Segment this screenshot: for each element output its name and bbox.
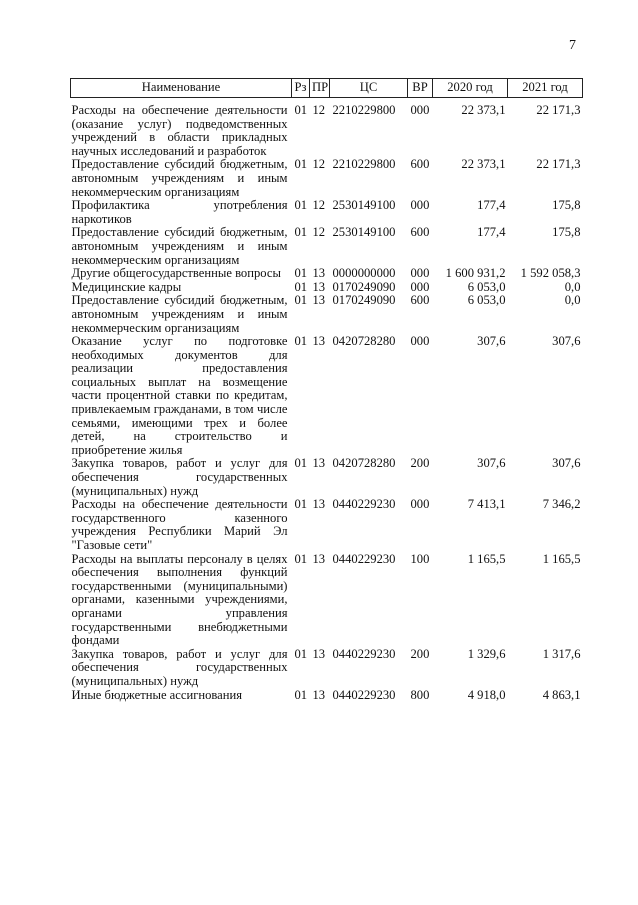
- table-row: [71, 226, 583, 267]
- row-vr: 600: [410, 225, 430, 240]
- row-pr: 13: [312, 334, 326, 349]
- row-value-2021: 0,0: [564, 293, 581, 308]
- row-name: Иные бюджетные ассигнования: [71, 687, 243, 702]
- row-name: Закупка товаров, работ и услуг для обеспечения государственных (муниципальных) нужд: [71, 456, 288, 498]
- page-number: 7: [569, 38, 576, 53]
- row-value-2020: 7 413,1: [467, 497, 506, 512]
- table-row: [71, 457, 583, 498]
- row-name: Профилактика употребления наркотиков: [71, 198, 288, 226]
- row-vr: 000: [410, 103, 430, 117]
- row-cs: 2530149100: [332, 198, 396, 213]
- row-pr: 13: [312, 456, 326, 471]
- row-pr: 12: [312, 103, 326, 117]
- table-row: [71, 158, 583, 199]
- row-pr: 13: [312, 687, 326, 702]
- row-value-2020: 22 373,1: [461, 157, 506, 172]
- row-name: Другие общегосударственные вопросы: [71, 266, 281, 281]
- table-row: [71, 294, 583, 335]
- row-vr: 000: [410, 266, 430, 281]
- row-rz: 01: [294, 103, 308, 117]
- row-name: Оказание услуг по подготовке необходимых документов для реализации предоставления социальных выплат на возмещение части процентной ставки по кредитам, привлекаемым гражданами, в том числе семьями, имеющими трех и более детей, на строительство и приобретение жилья: [71, 334, 288, 457]
- row-vr: 200: [410, 646, 430, 661]
- row-vr: 000: [410, 279, 430, 294]
- header-year-2021: 2021 год: [508, 79, 583, 98]
- row-value-2021: 307,6: [552, 456, 581, 471]
- row-cs: 2530149100: [332, 225, 396, 240]
- row-pr: 12: [312, 198, 326, 213]
- row-rz: 01: [294, 456, 308, 471]
- row-pr: 13: [312, 497, 326, 512]
- table-row: [71, 335, 583, 457]
- row-value-2020: 1 165,5: [467, 551, 506, 566]
- row-cs: 0440229230: [332, 687, 396, 702]
- row-rz: 01: [294, 293, 308, 308]
- row-vr: 200: [410, 456, 430, 471]
- row-value-2021: 0,0: [564, 279, 581, 294]
- row-value-2021: 175,8: [552, 198, 581, 213]
- row-value-2021: 175,8: [552, 225, 581, 240]
- table-row: [71, 199, 583, 226]
- row-cs: 2210229800: [332, 103, 396, 117]
- header-vr: ВР: [408, 79, 433, 98]
- row-value-2020: 1 600 931,2: [445, 266, 506, 281]
- row-vr: 000: [410, 198, 430, 213]
- row-cs: 0420728280: [332, 456, 396, 471]
- table-row: [71, 104, 583, 158]
- row-pr: 12: [312, 225, 326, 240]
- row-rz: 01: [294, 266, 308, 281]
- row-rz: 01: [294, 646, 308, 661]
- row-value-2021: 7 346,2: [542, 497, 581, 512]
- header-name: Наименование: [71, 79, 292, 98]
- row-value-2020: 6 053,0: [467, 293, 506, 308]
- table-row: [71, 498, 583, 552]
- budget-table: [70, 78, 583, 702]
- row-name: Закупка товаров, работ и услуг для обеспечения государственных (муниципальных) нужд: [71, 646, 288, 688]
- header-pr: ПР: [310, 79, 330, 98]
- row-name: Медицинские кадры: [71, 279, 182, 294]
- row-name: Предоставление субсидий бюджетным, автономным учреждениям и иным некоммерческим организациям: [71, 293, 288, 335]
- row-value-2020: 4 918,0: [467, 687, 506, 702]
- table-row: [71, 689, 583, 703]
- header-rz: Рз: [292, 79, 310, 98]
- row-cs: 0440229230: [332, 497, 396, 512]
- row-rz: 01: [294, 497, 308, 512]
- row-pr: 12: [312, 157, 326, 172]
- row-cs: 0170249090: [332, 293, 396, 308]
- row-value-2021: 1 317,6: [542, 646, 581, 661]
- row-value-2020: 177,4: [477, 225, 506, 240]
- header-year-2020: 2020 год: [433, 79, 508, 98]
- header-cs: ЦС: [330, 79, 408, 98]
- row-value-2020: 6 053,0: [467, 279, 506, 294]
- row-rz: 01: [294, 687, 308, 702]
- row-name: Расходы на обеспечение деятельности (оказание услуг) подведомственных учреждений в области прикладных научных исследований и разработок: [71, 103, 288, 158]
- row-cs: 0420728280: [332, 334, 396, 349]
- row-name: Предоставление субсидий бюджетным, автономным учреждениям и иным некоммерческим организациям: [71, 157, 288, 199]
- row-rz: 01: [294, 279, 308, 294]
- table-body: [71, 98, 583, 703]
- row-pr: 13: [312, 293, 326, 308]
- row-vr: 600: [410, 157, 430, 172]
- row-value-2020: 1 329,6: [467, 646, 506, 661]
- row-vr: 000: [410, 497, 430, 512]
- row-rz: 01: [294, 551, 308, 566]
- row-value-2020: 22 373,1: [461, 103, 506, 117]
- row-vr: 000: [410, 334, 430, 349]
- table-row: [71, 281, 583, 295]
- table-row: [71, 648, 583, 689]
- row-value-2021: 307,6: [552, 334, 581, 349]
- row-pr: 13: [312, 646, 326, 661]
- row-vr: 100: [410, 551, 430, 566]
- table-header-row: [71, 79, 583, 98]
- row-vr: 800: [410, 687, 430, 702]
- table-row: [71, 553, 583, 648]
- row-cs: 2210229800: [332, 157, 396, 172]
- row-name: Расходы на выплаты персоналу в целях обеспечения выполнения функций государственными (муниципальными) органами, казенными учреждениями, органами управления государственными внебюджетными фондами: [71, 551, 288, 648]
- table-row: [71, 267, 583, 281]
- row-value-2021: 1 592 058,3: [520, 266, 581, 281]
- row-cs: 0440229230: [332, 551, 396, 566]
- row-vr: 600: [410, 293, 430, 308]
- row-value-2020: 307,6: [477, 334, 506, 349]
- row-value-2021: 4 863,1: [542, 687, 581, 702]
- row-name: Предоставление субсидий бюджетным, автономным учреждениям и иным некоммерческим организациям: [71, 225, 288, 267]
- row-value-2021: 22 171,3: [536, 103, 581, 117]
- row-rz: 01: [294, 198, 308, 213]
- row-value-2020: 307,6: [477, 456, 506, 471]
- row-rz: 01: [294, 157, 308, 172]
- row-rz: 01: [294, 225, 308, 240]
- row-cs: 0000000000: [332, 266, 396, 281]
- row-cs: 0170249090: [332, 279, 396, 294]
- row-rz: 01: [294, 334, 308, 349]
- row-cs: 0440229230: [332, 646, 396, 661]
- row-pr: 13: [312, 279, 326, 294]
- row-pr: 13: [312, 266, 326, 281]
- row-value-2021: 22 171,3: [536, 157, 581, 172]
- row-pr: 13: [312, 551, 326, 566]
- row-value-2021: 1 165,5: [542, 551, 581, 566]
- row-name: Расходы на обеспечение деятельности государственного казенного учреждения Республики Марий Эл "Газовые сети": [71, 497, 288, 552]
- row-value-2020: 177,4: [477, 198, 506, 213]
